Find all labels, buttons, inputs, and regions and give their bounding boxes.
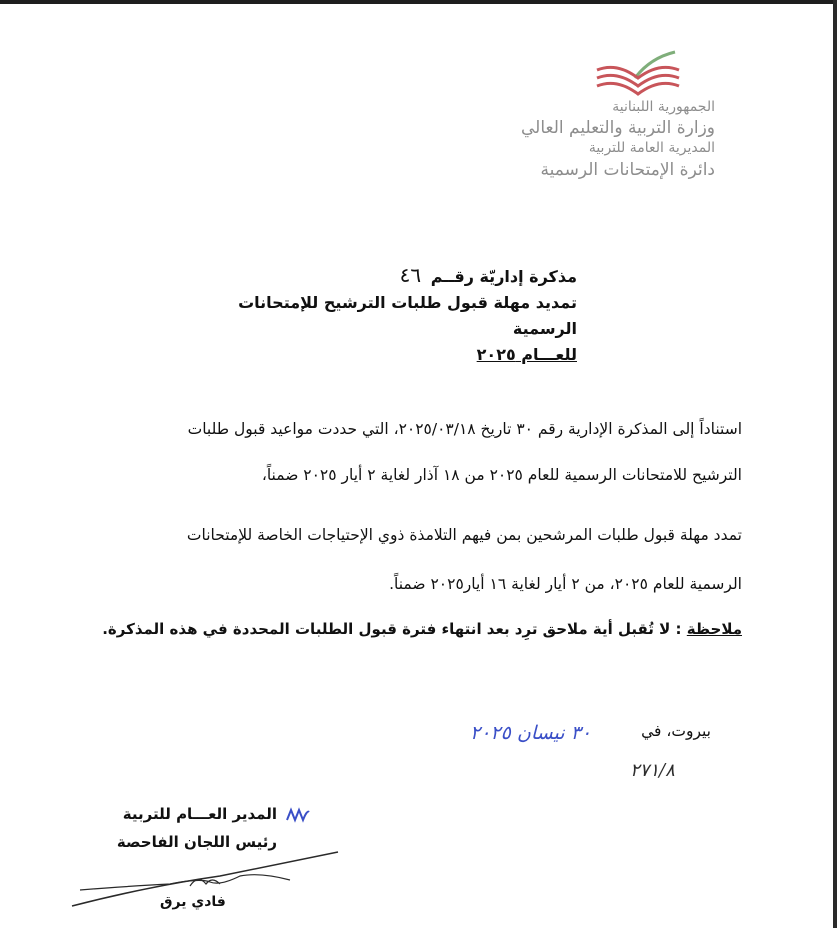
initials-mark <box>285 806 311 824</box>
directorate-label: المديرية العامة للتربية <box>588 140 715 156</box>
signatory-name: فادي يرق <box>160 894 226 910</box>
note-line <box>102 620 742 638</box>
place-label: بيروت، في <box>641 722 711 740</box>
ministry-header <box>521 98 715 182</box>
scan-top-edge <box>0 0 837 4</box>
handwritten-reference: ٢٧١/٨ <box>630 760 675 781</box>
signatory-title-2: رئيس اللجان الفاحصة <box>116 833 277 851</box>
republic-label: الجمهورية اللبنانية <box>612 99 715 115</box>
body-line-3: تمدد مهلة قبول طلبات المرشحين بمن فيهم التلامذة ذوي الإحتياجات الخاصة للإمتحانات <box>186 526 742 544</box>
handwritten-date: ٣٠ نيسان ٢٠٢٥ <box>470 722 592 744</box>
ministry-logo-icon <box>595 48 681 98</box>
scan-right-edge <box>833 0 837 928</box>
memo-title-prefix: مذكرة إداريّة رقــم <box>430 267 577 286</box>
note-text: : لا تُقبل أية ملاحق ترِد بعد انتهاء فترة قبول الطلبات المحددة في هذه المذكرة. <box>102 620 682 638</box>
department-label: دائرة الإمتحانات الرسمية <box>540 160 715 180</box>
signatory-title-1: المدير العـــام للتربية <box>122 805 277 823</box>
note-label: ملاحظة <box>686 620 742 638</box>
memo-number: ٤٦ <box>399 263 422 287</box>
memo-subject: تمديد مهلة قبول طلبات الترشيح للإمتحانات الرسمية <box>238 293 577 338</box>
body-line-4: الرسمية للعام ٢٠٢٥، من ٢ أيار لغاية ١٦ أيار٢٠٢٥ ضمناً. <box>389 575 742 593</box>
memo-title-block <box>217 262 577 368</box>
body-line-2: الترشيح للامتحانات الرسمية للعام ٢٠٢٥ من ١٨ آذار لغاية ٢ أيار ٢٠٢٥ ضمناً، <box>261 466 742 484</box>
memo-year: للعـــام ٢٠٢٥ <box>476 345 577 364</box>
memo-number-line <box>217 262 577 290</box>
ministry-label: وزارة التربية والتعليم العالي <box>520 118 715 138</box>
body-line-1: استناداً إلى المذكرة الإدارية رقم ٣٠ تاريخ ٢٠٢٥/٠٣/١٨، التي حددت مواعيد قبول طلبات <box>187 420 742 438</box>
